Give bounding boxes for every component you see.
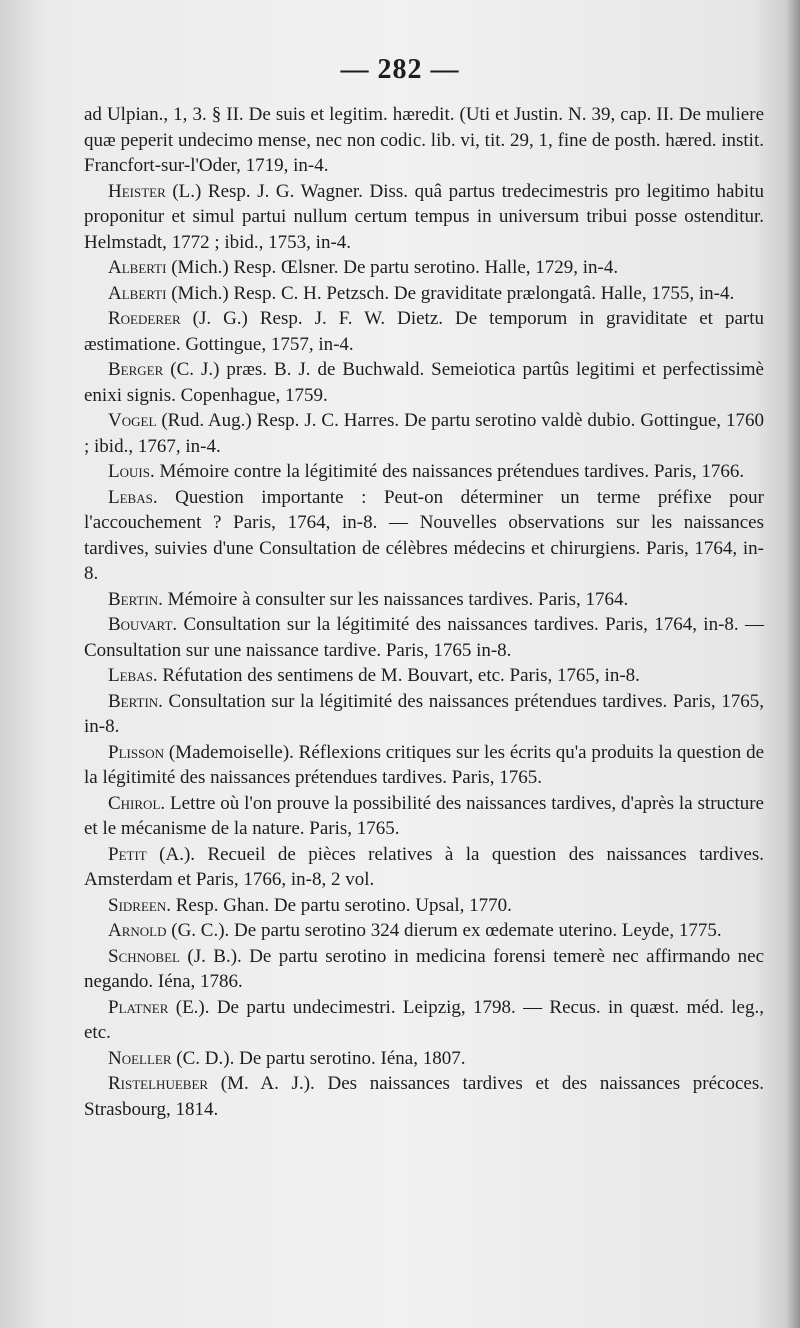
author-name: Platner (108, 996, 169, 1018)
bibliography-entry (84, 179, 764, 256)
author-name: Louis (108, 461, 150, 482)
bibliography-entry (84, 306, 764, 357)
entry-text: . Question importante : Peut-on déterminer un terme préfixe pour l'accouchement ? Paris, 1764, in-8. — Nouvelles observations sur les naissances tardives, suivies d'une Consultation de célèbres médecins et chirurgiens. Paris, 1764, in-8. (84, 486, 764, 584)
bibliography-entry (84, 1046, 764, 1072)
author-name: Lebas (108, 665, 153, 686)
author-name: Bertin (108, 588, 159, 610)
bibliography-entry (84, 842, 764, 893)
author-name: Bouvart (108, 614, 173, 635)
entry-text: . Consultation sur la légitimité des naissances tardives. Paris, 1764, in-8. — Consultation sur une naissance tardive. Paris, 1765 in-8. (84, 614, 764, 661)
entry-text: (A.). Recueil de pièces relatives à la question des naissances tardives. Amsterdam et Paris, 1766, in-8, 2 vol. (84, 843, 764, 890)
author-name: Alberti (108, 257, 167, 278)
author-name: Lebas (108, 486, 153, 508)
author-name: Ristelhueber (108, 1073, 209, 1094)
author-name: Vogel (108, 410, 157, 431)
author-name: Plisson (108, 741, 165, 763)
bibliography-entry (84, 663, 764, 689)
bibliography-entry (84, 102, 764, 179)
entry-text: (G. C.). De partu serotino 324 dierum ex œdemate uterino. Leyde, 1775. (166, 920, 722, 941)
bibliography-entry (84, 485, 764, 587)
entry-text: (C. J.) præs. B. J. de Buchwald. Semeiotica partûs legitimi et perfectissimè enixi signis. Copenhague, 1759. (84, 359, 764, 406)
bibliography-entry (84, 357, 764, 408)
bibliography-entry (84, 587, 764, 613)
author-name: Bertin (108, 690, 159, 712)
bibliography-entry (84, 612, 764, 663)
bibliography-entry (84, 408, 764, 459)
entry-text: (Rud. Aug.) Resp. J. C. Harres. De partu serotino valdè dubio. Gottingue, 1760 ; ibid., 1767, in-4. (84, 410, 764, 457)
entry-text: (Mademoiselle). Réflexions critiques sur les écrits qu'a produits la question de la légitimité des naissances prétendues tardives. Paris, 1765. (84, 741, 764, 788)
bibliography-entry (84, 281, 764, 307)
entry-text: (Mich.) Resp. Œlsner. De partu serotino. Halle, 1729, in-4. (166, 257, 619, 278)
author-name: Berger (108, 359, 164, 380)
bibliography-entry (84, 893, 764, 919)
entry-text: (J. B.). De partu serotino in medicina forensi temerè nec affirmando nec negando. Iéna, 1786. (84, 945, 764, 992)
author-name: Schnobel (108, 945, 180, 967)
entry-text: . Consultation sur la légitimité des naissances prétendues tardives. Paris, 1765, in-8. (84, 690, 764, 737)
entry-text: (J. G.) Resp. J. F. W. Dietz. De temporum in graviditate et partu æstimatione. Gottingue, 1757, in-4. (84, 308, 764, 355)
author-name: Heister (108, 180, 166, 202)
author-name: Arnold (108, 920, 167, 941)
entry-text: (C. D.). De partu serotino. Iéna, 1807. (171, 1047, 466, 1069)
page-number: — 282 — (340, 54, 460, 85)
bibliography-entry (84, 740, 764, 791)
bibliography-entry (84, 944, 764, 995)
bibliography-entry (84, 791, 764, 842)
entry-text: . Mémoire contre la légitimité des naissances prétendues tardives. Paris, 1766. (149, 461, 745, 482)
page-edge-shadow (786, 0, 800, 1328)
entry-text: . Lettre où l'on prouve la possibilité des naissances tardives, d'après la structure et le mécanisme de la nature. Paris, 1765. (84, 792, 764, 839)
author-name: Sidreen (108, 894, 167, 916)
entry-text: . Réfutation des sentimens de M. Bouvart, etc. Paris, 1765, in-8. (152, 665, 640, 686)
entry-text: . Resp. Ghan. De partu serotino. Upsal, 1770. (166, 894, 512, 916)
author-name: Noeller (108, 1047, 172, 1069)
entry-text: ad Ulpian., 1, 3. § II. De suis et legitim. hæredit. (Uti et Justin. N. 39, cap. II. De muliere quæ peperit undecimo mense, nec non codic. lib. vi, tit. 29, 1, fine de posth. hæred. instit. Francfort-sur-l'Oder, 1719, in-4. (84, 104, 764, 176)
author-name: Chirol (108, 792, 161, 814)
author-name: Alberti (108, 282, 167, 304)
entry-text: (E.). De partu undecimestri. Leipzig, 1798. — Recus. in quæst. méd. leg., etc. (84, 996, 764, 1043)
entry-text: . Mémoire à consulter sur les naissances tardives. Paris, 1764. (158, 588, 629, 610)
bibliography-list (84, 102, 764, 1122)
bibliography-entry (84, 995, 764, 1046)
bibliography-entry (84, 1071, 764, 1122)
bibliography-entry (84, 689, 764, 740)
entry-text: (M. A. J.). Des naissances tardives et des naissances précoces. Strasbourg, 1814. (84, 1073, 764, 1120)
bibliography-entry (84, 459, 764, 485)
author-name: Roederer (108, 308, 181, 329)
author-name: Petit (108, 843, 147, 865)
bibliography-entry (84, 918, 764, 944)
entry-text: (L.) Resp. J. G. Wagner. Diss. quâ partus tredecimestris pro legitimo habitu proponitur et simul partui nullum certum tempus in universum tribui posse ostenditur. Helmstadt, 1772 ; ibid., 1753, in-4. (84, 180, 764, 253)
entry-text: (Mich.) Resp. C. H. Petzsch. De graviditate prælongatâ. Halle, 1755, in-4. (166, 282, 735, 304)
bibliography-entry (84, 255, 764, 281)
